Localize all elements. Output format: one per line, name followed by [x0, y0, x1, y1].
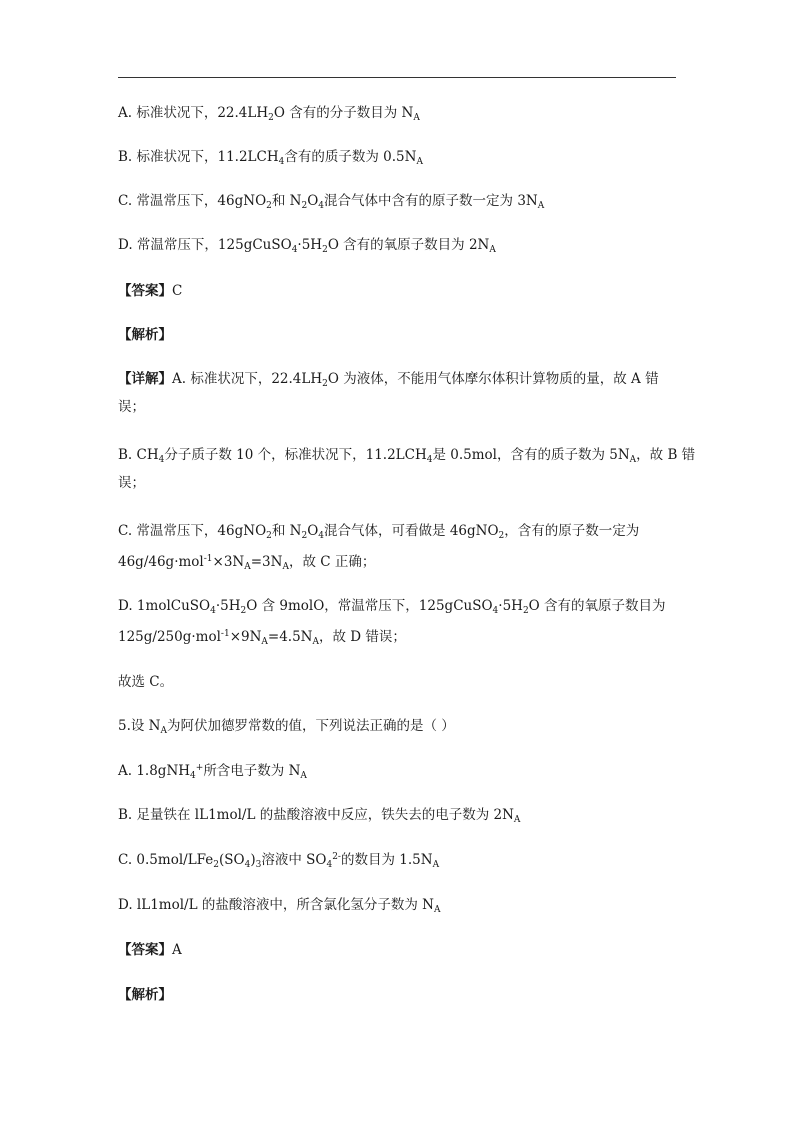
- text: C. 0.5mol/LFe: [118, 852, 214, 868]
- q4-detail-b-line2: 误；: [118, 475, 145, 491]
- text: ): [250, 852, 256, 868]
- q5-option-d: [118, 896, 440, 914]
- q5-option-b: [118, 806, 520, 824]
- subscript: A: [629, 455, 637, 465]
- text: B. CH: [118, 447, 159, 463]
- subscript: 4: [158, 455, 165, 465]
- subscript: 4: [318, 201, 325, 211]
- text: C. 常温常压下，46gNO: [118, 523, 267, 539]
- text: O 含有的分子数目为 N: [273, 105, 414, 121]
- subscript: 2: [322, 379, 328, 389]
- q4-detail-d-line1: [118, 597, 666, 615]
- subscript: A: [513, 815, 521, 825]
- q4-analysis-label: 【解析】: [118, 327, 172, 343]
- q4-detail-c-line2: [118, 553, 375, 571]
- text: B. 足量铁在 lL1mol/L 的盐酸溶液中反应，铁失去的电子数为 2N: [118, 807, 514, 823]
- subscript: 2: [213, 860, 220, 870]
- text: 的数目为 1.5N: [340, 852, 433, 868]
- text: =3N: [250, 554, 283, 570]
- subscript: 4: [244, 860, 251, 870]
- text: 混合气体，可看做是 46gNO: [324, 523, 499, 539]
- text: ，含有的原子数一定为: [504, 523, 640, 539]
- q5-analysis-label: 【解析】: [118, 987, 172, 1003]
- text: O: [307, 193, 319, 209]
- subscript: 4: [318, 531, 325, 541]
- text: O: [307, 523, 319, 539]
- text: 125g/250g·mol: [118, 629, 221, 645]
- q5-stem: [118, 717, 455, 735]
- q4-conclusion: 故选 C。: [118, 674, 174, 690]
- q4-detail-c-line1: [118, 522, 639, 540]
- subscript: 2: [522, 606, 529, 616]
- text: 和 N: [271, 523, 302, 539]
- subscript: 4: [492, 606, 499, 616]
- text: D. 1molCuSO: [118, 598, 211, 614]
- q5-answer: [118, 941, 182, 959]
- text: 为阿伏加德罗常数的值，下列说法正确的是（ ）: [166, 718, 455, 734]
- text: C. 常温常压下，46gNO: [118, 193, 267, 209]
- text: 溶液中 SO: [261, 852, 327, 868]
- q4-option-d: [118, 236, 496, 254]
- superscript: -1: [220, 629, 230, 639]
- superscript: +: [195, 763, 204, 773]
- header-rule: [118, 77, 676, 78]
- subscript: 4: [190, 771, 196, 781]
- text: 46g/46g·mol: [118, 554, 204, 570]
- text: ·5H: [215, 598, 241, 614]
- subscript: A: [416, 157, 423, 167]
- text: ·5H: [498, 598, 523, 614]
- text: D. lL1mol/L 的盐酸溶液中，所含氯化氢分子数为 N: [118, 897, 434, 913]
- text: A. 1.8gNH: [118, 763, 191, 779]
- answer-label: 【答案】: [118, 283, 172, 299]
- text: 5.设 N: [118, 718, 161, 734]
- answer-value: C: [172, 283, 183, 299]
- q4-detail-a-line1: [118, 370, 659, 388]
- q4-option-a: [118, 104, 420, 122]
- text: ×3N: [212, 554, 245, 570]
- superscript: -1: [203, 554, 213, 564]
- subscript: A: [413, 113, 420, 123]
- subscript: A: [282, 562, 289, 572]
- subscript: 2: [268, 113, 274, 123]
- text: ×9N: [229, 629, 262, 645]
- text: O 含 9molO，常温常压下，125gCuSO: [246, 598, 493, 614]
- text: 和 N: [271, 193, 302, 209]
- text: ，故 D 错误；: [319, 629, 406, 645]
- subscript: A: [432, 860, 440, 870]
- subscript: A: [261, 637, 268, 647]
- text: 分子质子数 10 个，标准状况下，11.2LCH: [164, 447, 427, 463]
- q4-detail-b-line1: [118, 446, 695, 464]
- q4-option-b: [118, 148, 423, 166]
- text: (SO: [219, 852, 245, 868]
- subscript: 4: [326, 860, 333, 870]
- text: 含有的质子数为 0.5N: [284, 149, 417, 165]
- subscript: 2: [322, 245, 328, 255]
- text: =4.5N: [267, 629, 313, 645]
- subscript: 2: [266, 531, 272, 541]
- detail-label: 【详解】: [118, 371, 172, 387]
- subscript: A: [312, 637, 319, 647]
- subscript: 4: [426, 455, 433, 465]
- subscript: 4: [278, 157, 285, 167]
- subscript: 2: [240, 606, 247, 616]
- subscript: 2: [498, 531, 505, 541]
- q4-answer: [118, 282, 182, 300]
- text: B. 标准状况下，11.2LCH: [118, 149, 279, 165]
- subscript: A: [537, 201, 545, 211]
- text: 是 0.5mol，含有的质子数为 5N: [432, 447, 630, 463]
- text: A. 标准状况下，22.4LH: [172, 371, 323, 387]
- subscript: 2: [301, 201, 308, 211]
- subscript: 4: [210, 606, 216, 616]
- answer-value: A: [172, 942, 182, 958]
- q4-detail-a-line2: 误；: [118, 399, 145, 415]
- text: D. 常温常压下，125gCuSO: [118, 237, 292, 253]
- q5-option-c: [118, 851, 439, 869]
- subscript: A: [433, 905, 441, 915]
- text: ，故 C 正确；: [288, 554, 376, 570]
- subscript: A: [244, 562, 251, 572]
- subscript: 3: [255, 860, 262, 870]
- text: O 含有的氧原子数目为 2N: [327, 237, 490, 253]
- subscript: A: [300, 771, 307, 781]
- text: ，故 B 错: [636, 447, 696, 463]
- subscript: A: [489, 245, 496, 255]
- subscript: 2: [266, 201, 272, 211]
- q5-option-a: [118, 762, 307, 780]
- superscript: 2-: [332, 852, 341, 862]
- text: O 含有的氧原子数目为: [528, 598, 666, 614]
- text: 混合气体中含有的原子数一定为 3N: [324, 193, 538, 209]
- subscript: A: [160, 726, 167, 736]
- q4-detail-d-line2: [118, 628, 406, 646]
- q4-option-c: [118, 192, 544, 210]
- text: A. 标准状况下，22.4LH: [118, 105, 269, 121]
- text: O 为液体，不能用气体摩尔体积计算物质的量，故 A 错: [327, 371, 659, 387]
- text: 所含电子数为 N: [203, 763, 301, 779]
- text: ·5H: [297, 237, 323, 253]
- subscript: 4: [291, 245, 298, 255]
- subscript: 2: [301, 531, 308, 541]
- answer-label: 【答案】: [118, 942, 172, 958]
